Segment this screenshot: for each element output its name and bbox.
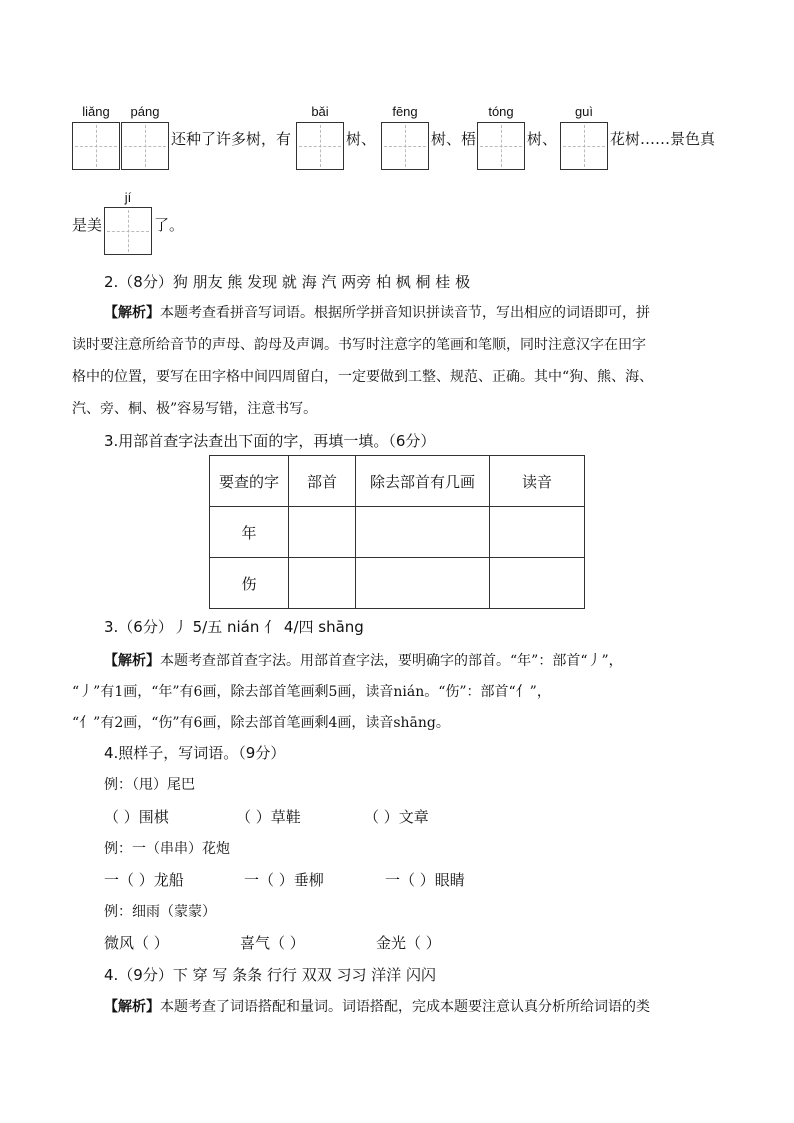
- table-row: [210, 507, 585, 558]
- table-cell[interactable]: [490, 558, 585, 609]
- example-text: 例：细雨（蒙蒙）: [104, 904, 216, 920]
- table-cell[interactable]: [356, 507, 490, 558]
- fill-blank[interactable]: 一（ ）龙船: [104, 871, 184, 889]
- table-cell: 伤: [210, 558, 289, 609]
- tianzige-box[interactable]: [560, 122, 608, 170]
- fill-blank[interactable]: 喜气（ ）: [240, 934, 305, 952]
- analysis-tag: 【解析】: [104, 305, 160, 321]
- table-row: [210, 558, 585, 609]
- table-header-row: [210, 456, 585, 507]
- tianzige-box[interactable]: [381, 122, 429, 170]
- tianzige-box[interactable]: [104, 207, 152, 255]
- tianzige-box[interactable]: [296, 122, 344, 170]
- pinyin: bǎi: [311, 104, 329, 119]
- pinyin: fēng: [392, 104, 418, 119]
- analysis-line: 本题考查部首查字法。用部首查字法，要明确字的部首。“年”：部首“丿”，: [160, 653, 623, 669]
- table-cell[interactable]: [490, 507, 585, 558]
- q4-answer: 4.（9分）下 穿 写 条条 行行 双双 习习 洋洋 闪闪: [104, 966, 437, 984]
- sentence-text: 还种了许多树，有: [171, 130, 292, 148]
- analysis-tag: 【解析】: [104, 653, 160, 669]
- q4-analysis: [104, 996, 650, 1016]
- pinyin: tóng: [488, 104, 514, 119]
- radical-table: [209, 455, 585, 609]
- sentence-text: 是美: [72, 216, 103, 234]
- example-text: 例：一（串串）花炮: [104, 841, 230, 857]
- pinyin: liǎng: [82, 104, 110, 119]
- fill-blank[interactable]: （ ）草鞋: [236, 808, 301, 826]
- pinyin: jí: [124, 190, 132, 205]
- analysis-line: 读时要注意所给音节的声母、韵母及声调。书写时注意字的笔画和笔顺，同时注意汉字在田字: [72, 337, 646, 353]
- table-header: 要查的字: [210, 456, 289, 507]
- q3-analysis: [104, 650, 623, 670]
- sentence-text: 树、: [346, 130, 377, 148]
- analysis-line: 本题考查了词语搭配和量词。词语搭配，完成本题要注意认真分析所给词语的类: [160, 999, 650, 1015]
- tianzige-box[interactable]: [477, 122, 525, 170]
- analysis-line: “丿”有1画，“年”有6画，除去部首笔画剩5画，读音nián。“伤”：部首“亻”，: [72, 684, 551, 700]
- pinyin: guì: [574, 104, 594, 119]
- pinyin: páng: [130, 104, 160, 119]
- q3-title: 3.用部首查字法查出下面的字，再填一填。（6分）: [104, 432, 436, 450]
- table-cell: 年: [210, 507, 289, 558]
- q2-answer: 2.（8分）狗 朋友 熊 发现 就 海 汽 两旁 柏 枫 桐 桂 极: [104, 273, 471, 291]
- fill-blank[interactable]: 微风（ ）: [104, 934, 169, 952]
- table-header: 部首: [289, 456, 356, 507]
- table-cell[interactable]: [289, 558, 356, 609]
- analysis-line: “亻”有2画，“伤”有6画，除去部首笔画剩4画，读音shāng。: [72, 715, 450, 731]
- analysis-line: 格中的位置，要写在田字格中间四周留白，一定要做到工整、规范、正确。其中“狗、熊、海、: [72, 369, 654, 385]
- example-text: 例：（甩）尾巴: [104, 777, 195, 793]
- analysis-tag: 【解析】: [104, 999, 160, 1015]
- fill-blank[interactable]: 一（ ）眼睛: [385, 871, 465, 889]
- table-header: 除去部首有几画: [356, 456, 490, 507]
- fill-blank[interactable]: 金光（ ）: [376, 934, 441, 952]
- tianzige-box[interactable]: [121, 122, 169, 170]
- table-cell[interactable]: [356, 558, 490, 609]
- analysis-line: 汽、旁、桐、极”容易写错，注意书写。: [72, 401, 318, 417]
- q2-analysis: [104, 302, 650, 322]
- sentence-text: 花树……景色真: [610, 130, 716, 148]
- q3-answer: 3.（6分）丿 5/五 nián 亻 4/四 shāng: [104, 618, 364, 636]
- fill-blank[interactable]: （ ）围棋: [104, 808, 169, 826]
- tianzige-box[interactable]: [72, 122, 120, 170]
- analysis-line: 本题考查看拼音写词语。根据所学拼音知识拼读音节，写出相应的词语即可，拼: [160, 305, 650, 321]
- fill-blank[interactable]: （ ）文章: [364, 808, 429, 826]
- sentence-text: 了。: [154, 216, 185, 234]
- table-header: 读音: [490, 456, 585, 507]
- sentence-text: 树、: [527, 130, 558, 148]
- sentence-text: 树、梧: [431, 130, 477, 148]
- table-cell[interactable]: [289, 507, 356, 558]
- q4-title: 4.照样子，写词语。（9分）: [104, 744, 286, 762]
- fill-blank[interactable]: 一（ ）垂柳: [244, 871, 324, 889]
